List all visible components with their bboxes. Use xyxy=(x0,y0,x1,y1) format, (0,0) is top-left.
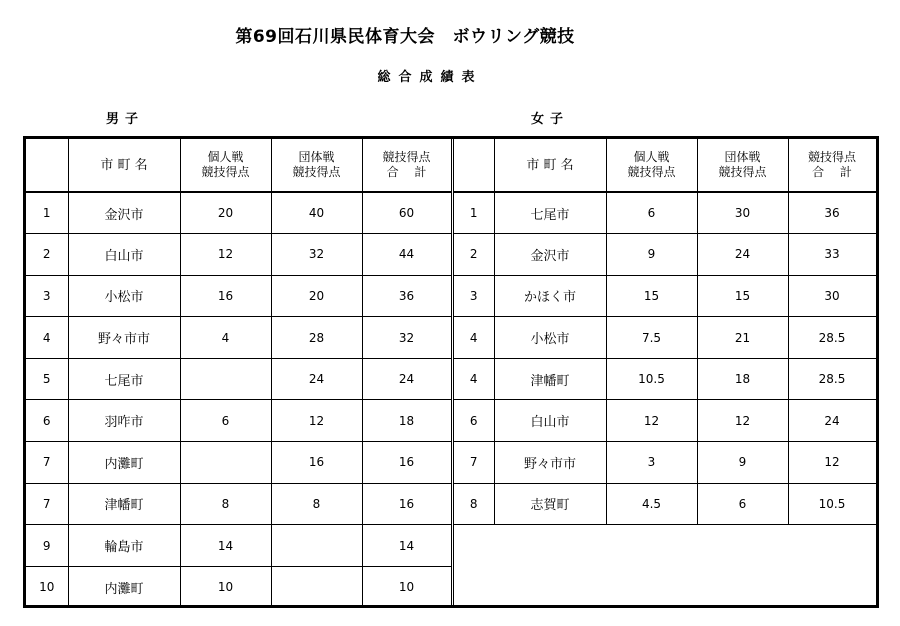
men-total-cell: 24 xyxy=(362,358,451,400)
women-team-cell: 9 xyxy=(697,442,788,484)
men-rank-cell: 2 xyxy=(26,234,68,276)
women-total-cell: 33 xyxy=(788,234,876,276)
women-team-header: 団体戦 競技得点 xyxy=(697,139,788,192)
men-header-row xyxy=(26,139,451,192)
women-team-cell: 6 xyxy=(697,483,788,525)
women-individual-cell: 15 xyxy=(606,275,697,317)
women-section-label: 女子 xyxy=(531,112,570,127)
women-name-cell: 野々市市 xyxy=(494,442,606,484)
men-team-cell: 8 xyxy=(271,483,362,525)
women-table-row xyxy=(454,483,876,525)
men-table-row xyxy=(26,400,451,442)
men-table-row xyxy=(26,317,451,359)
men-rank-cell: 10 xyxy=(26,566,68,608)
men-individual-cell: 8 xyxy=(180,483,271,525)
women-team-cell: 12 xyxy=(697,400,788,442)
women-rank-cell: 2 xyxy=(454,234,494,276)
men-individual-cell: 10 xyxy=(180,566,271,608)
women-team-cell: 21 xyxy=(697,317,788,359)
men-table-row xyxy=(26,483,451,525)
men-total-cell: 32 xyxy=(362,317,451,359)
women-total-cell: 28.5 xyxy=(788,317,876,359)
women-name-cell: 七尾市 xyxy=(494,192,606,234)
women-total-cell: 28.5 xyxy=(788,358,876,400)
men-rank-cell: 7 xyxy=(26,442,68,484)
women-name-cell: 小松市 xyxy=(494,317,606,359)
women-team-cell: 15 xyxy=(697,275,788,317)
women-total-cell: 30 xyxy=(788,275,876,317)
men-individual-cell: 20 xyxy=(180,192,271,234)
document-title: 第69回石川県民体育大会 ボウリング競技 xyxy=(235,27,575,47)
men-rank-cell: 1 xyxy=(26,192,68,234)
women-individual-cell: 4.5 xyxy=(606,483,697,525)
women-name-cell: 白山市 xyxy=(494,400,606,442)
men-name-cell: 金沢市 xyxy=(68,192,180,234)
women-rank-cell: 7 xyxy=(454,442,494,484)
women-individual-cell: 10.5 xyxy=(606,358,697,400)
women-table-row xyxy=(454,358,876,400)
men-team-cell xyxy=(271,525,362,567)
women-name-cell: 志賀町 xyxy=(494,483,606,525)
men-name-cell: 白山市 xyxy=(68,234,180,276)
men-total-cell: 10 xyxy=(362,566,451,608)
men-rank-cell: 9 xyxy=(26,525,68,567)
women-individual-cell: 7.5 xyxy=(606,317,697,359)
men-rank-cell: 6 xyxy=(26,400,68,442)
men-rank-header xyxy=(26,139,68,192)
women-table-row xyxy=(454,234,876,276)
men-table-row xyxy=(26,192,451,234)
women-table-row xyxy=(454,317,876,359)
men-individual-cell: 12 xyxy=(180,234,271,276)
men-team-cell: 40 xyxy=(271,192,362,234)
men-table-row xyxy=(26,234,451,276)
women-individual-cell: 12 xyxy=(606,400,697,442)
men-team-cell xyxy=(271,566,362,608)
women-rank-header xyxy=(454,139,494,192)
men-individual-cell xyxy=(180,442,271,484)
women-individual-cell: 6 xyxy=(606,192,697,234)
women-rank-cell: 4 xyxy=(454,317,494,359)
men-total-cell: 14 xyxy=(362,525,451,567)
men-individual-cell xyxy=(180,358,271,400)
men-individual-cell: 6 xyxy=(180,400,271,442)
men-team-cell: 32 xyxy=(271,234,362,276)
men-name-cell: 輪島市 xyxy=(68,525,180,567)
men-table-row xyxy=(26,275,451,317)
women-individual-cell: 3 xyxy=(606,442,697,484)
women-table-row xyxy=(454,442,876,484)
men-rank-cell: 3 xyxy=(26,275,68,317)
men-name-cell: 羽咋市 xyxy=(68,400,180,442)
men-team-cell: 12 xyxy=(271,400,362,442)
women-individual-header: 個人戦 競技得点 xyxy=(606,139,697,192)
men-team-cell: 16 xyxy=(271,442,362,484)
men-total-cell: 18 xyxy=(362,400,451,442)
men-total-cell: 60 xyxy=(362,192,451,234)
men-team-cell: 24 xyxy=(271,358,362,400)
men-name-cell: 内灘町 xyxy=(68,566,180,608)
women-empty-area xyxy=(454,524,876,605)
women-table-row xyxy=(454,275,876,317)
men-team-cell: 28 xyxy=(271,317,362,359)
men-individual-cell: 4 xyxy=(180,317,271,359)
women-header-row xyxy=(454,139,876,192)
men-results-table xyxy=(26,139,452,608)
men-rank-cell: 7 xyxy=(26,483,68,525)
women-table-row xyxy=(454,400,876,442)
men-individual-cell: 14 xyxy=(180,525,271,567)
men-total-cell: 44 xyxy=(362,234,451,276)
women-results-table xyxy=(454,139,877,525)
men-table-row xyxy=(26,525,451,567)
document-subtitle: 総合成績表 xyxy=(377,70,483,85)
men-rank-cell: 5 xyxy=(26,358,68,400)
men-rank-cell: 4 xyxy=(26,317,68,359)
women-individual-cell: 9 xyxy=(606,234,697,276)
men-name-cell: 内灘町 xyxy=(68,442,180,484)
women-rank-cell: 8 xyxy=(454,483,494,525)
men-individual-cell: 16 xyxy=(180,275,271,317)
men-total-cell: 16 xyxy=(362,442,451,484)
women-total-cell: 12 xyxy=(788,442,876,484)
results-table-frame xyxy=(23,136,879,608)
men-table-row xyxy=(26,442,451,484)
men-name-cell: 小松市 xyxy=(68,275,180,317)
women-team-cell: 24 xyxy=(697,234,788,276)
women-rank-cell: 3 xyxy=(454,275,494,317)
women-name-header: 市 町 名 xyxy=(494,139,606,192)
men-individual-header: 個人戦 競技得点 xyxy=(180,139,271,192)
men-name-cell: 津幡町 xyxy=(68,483,180,525)
men-name-cell: 野々市市 xyxy=(68,317,180,359)
men-table-row xyxy=(26,566,451,608)
women-total-header: 競技得点 合 計 xyxy=(788,139,876,192)
women-rank-cell: 4 xyxy=(454,358,494,400)
men-section-label: 男子 xyxy=(106,112,145,127)
men-total-cell: 36 xyxy=(362,275,451,317)
women-total-cell: 36 xyxy=(788,192,876,234)
men-table-row xyxy=(26,358,451,400)
women-name-cell: 金沢市 xyxy=(494,234,606,276)
men-name-header: 市 町 名 xyxy=(68,139,180,192)
men-total-cell: 16 xyxy=(362,483,451,525)
women-total-cell: 10.5 xyxy=(788,483,876,525)
men-name-cell: 七尾市 xyxy=(68,358,180,400)
women-name-cell: 津幡町 xyxy=(494,358,606,400)
women-name-cell: かほく市 xyxy=(494,275,606,317)
women-team-cell: 30 xyxy=(697,192,788,234)
women-table-row xyxy=(454,192,876,234)
men-team-header: 団体戦 競技得点 xyxy=(271,139,362,192)
women-team-cell: 18 xyxy=(697,358,788,400)
women-rank-cell: 6 xyxy=(454,400,494,442)
men-total-header: 競技得点 合 計 xyxy=(362,139,451,192)
men-team-cell: 20 xyxy=(271,275,362,317)
women-total-cell: 24 xyxy=(788,400,876,442)
women-rank-cell: 1 xyxy=(454,192,494,234)
